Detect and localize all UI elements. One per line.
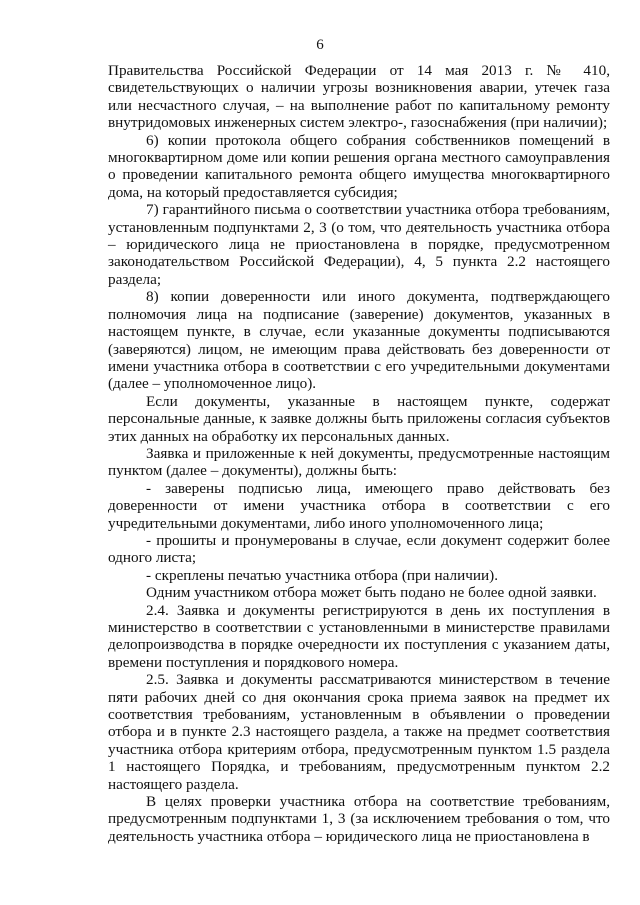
- paragraph-item-8: 8) копии доверенности или иного документа, подтверждающего полномочия лица на подписание (заверение) документов, указанных в настоящем пункте, в случае, если указанные документы подписываются (заверяются) лицом, не имеющим права действовать без доверенности от имени участника отбора в соответствии с его учредительными документами (далее – уполномоченное лицо).: [108, 288, 610, 393]
- paragraph-item-6: 6) копии протокола общего собрания собственников помещений в многоквартирном доме или копии решения органа местного самоуправления о проведении капитального ремонта общего имущества многоквартирного дома, на который предоставляется субсидия;: [108, 131, 610, 201]
- paragraph-section-2-4: 2.4. Заявка и документы регистрируются в день их поступления в министерство в соответствии с установленными в министерстве правилами делопроизводства в порядке очередности их поступления с указанием даты, времени поступления и порядкового номера.: [108, 601, 610, 671]
- paragraph-item-7: 7) гарантийного письма о соответствии участника отбора требованиям, установленным подпунктами 2, 3 (о том, что деятельность участника отбора – юридического лица не приостановлена в порядке, предусмотренном законодательством Российской Федерации), 4, 5 пункта 2.2 настоящего раздела;: [108, 201, 610, 288]
- list-item-signature: - заверены подписью лица, имеющего право действовать без доверенности от имени участника отбора в соответствии с его учредительными документами, либо иного уполномоченного лица;: [108, 479, 610, 532]
- document-body: [108, 62, 610, 845]
- paragraph-personal-data: Если документы, указанные в настоящем пункте, содержат персональные данные, к заявке должны быть приложены согласия субъектов этих данных на обработку их персональных данных.: [108, 392, 610, 445]
- paragraph-section-2-5: 2.5. Заявка и документы рассматриваются министерством в течение пяти рабочих дней со дня окончания срока приема заявок на предмет их соответствия требованиям, установленным в объявлении о проведении отбора и в пункте 2.3 настоящего раздела, а также на предмет соответствия участника отбора критериям отбора, предусмотренным пунктом 1.5 раздела 1 настоящего Порядка, и требованиям, предусмотренным пунктом 2.2 настоящего раздела.: [108, 671, 610, 793]
- paragraph-one-application: Одним участником отбора может быть подано не более одной заявки.: [146, 584, 597, 602]
- paragraph-continuation: Правительства Российской Федерации от 14 мая 2013 г. № 410, свидетельствующих о наличии угрозы возникновения аварии, утечек газа или несчастного случая, – на выполнение работ по капитальному ремонту внутридомовых инженерных систем электро-, газоснабжения (при наличии);: [108, 62, 610, 132]
- paragraph-requirements-intro: Заявка и приложенные к ней документы, предусмотренные настоящим пунктом (далее – документы), должны быть:: [108, 444, 610, 480]
- page-number: 6: [316, 37, 324, 53]
- list-item-bound: - прошиты и пронумерованы в случае, если документ содержит более одного листа;: [108, 531, 610, 567]
- list-item-seal: - скреплены печатью участника отбора (при наличии).: [146, 566, 499, 584]
- paragraph-verification: В целях проверки участника отбора на соответствие требованиям, предусмотренным подпунктами 1, 3 (за исключением требования о том, что деятельность участника отбора – юридического лица не приостановлена в: [108, 793, 610, 845]
